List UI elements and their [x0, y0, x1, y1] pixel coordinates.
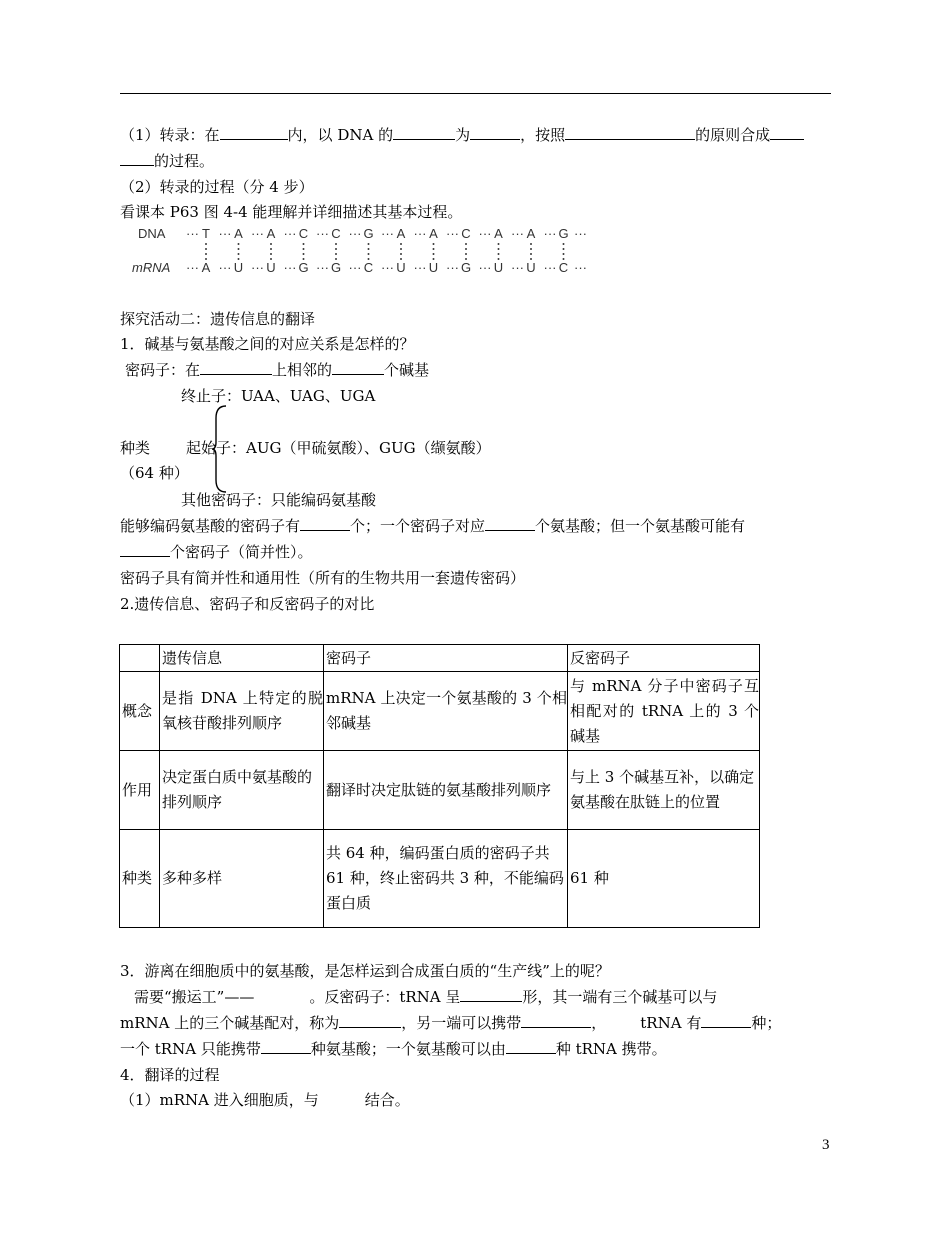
- dna-base: A: [526, 226, 536, 241]
- dna-base: C: [298, 226, 309, 241]
- dots: ···: [574, 226, 587, 241]
- dots: ···: [381, 260, 394, 275]
- text: 个密码子（简并性）。: [170, 543, 313, 561]
- q3-line-3: [120, 1039, 667, 1059]
- text: 形，其一端有三个碱基可以与: [522, 988, 718, 1006]
- dots: ···: [218, 226, 232, 241]
- text: 需要“搬运工”——: [134, 988, 255, 1006]
- table-cell: 与 mRNA 分子中密码子互相配对的 tRNA 上的 3 个 碱基: [568, 672, 760, 751]
- kind-label: 种类: [120, 439, 151, 457]
- dna-label: DNA: [138, 226, 166, 241]
- header-cell: [120, 645, 160, 672]
- page-number: 3: [822, 1137, 830, 1153]
- mrna-base: U: [396, 260, 406, 275]
- dots: ···: [348, 226, 362, 241]
- text: 上相邻的: [272, 361, 333, 379]
- question-1: 1．碱基与氨基酸之间的对应关系是怎样的？: [120, 335, 415, 353]
- text: 种；: [751, 1014, 782, 1032]
- table-cell: mRNA 上决定一个氨基酸的 3 个相邻碱基: [324, 672, 568, 751]
- mrna-base: G: [330, 260, 342, 275]
- fill-blank[interactable]: [120, 151, 154, 166]
- text: ，按照: [520, 126, 566, 144]
- text: 种氨基酸；一个氨基酸可以由: [310, 1040, 506, 1058]
- fill-blank[interactable]: [220, 125, 288, 140]
- table-cell: 是指 DNA 上特定的脱氧核苷酸排列顺序: [160, 672, 324, 751]
- other-codon-line: 其他密码子：只能编码氨基酸: [181, 491, 377, 509]
- transcription-line-2: [120, 151, 214, 171]
- mrna-base: C: [363, 260, 374, 275]
- table-row: [120, 751, 760, 830]
- dna-mrna-figure: [130, 222, 600, 278]
- textbook-note: 看课本 P63 图 4-4 能理解并详细描述其基本过程。: [120, 203, 463, 221]
- fill-blank[interactable]: [393, 125, 455, 140]
- mrna-base: U: [266, 260, 276, 275]
- header-cell: 遗传信息: [160, 645, 324, 672]
- text: tRNA 有: [640, 1014, 702, 1032]
- table-cell: 共 64 种，编码蛋白质的密码子共 61 种，终止密码共 3 种，不能编码蛋白质: [324, 830, 568, 928]
- text: 的过程。: [154, 152, 215, 170]
- dots: ···: [316, 226, 329, 241]
- dots: ···: [348, 260, 362, 275]
- header-rule: [120, 93, 831, 94]
- dots: ···: [413, 260, 427, 275]
- text: 的原则合成: [695, 126, 771, 144]
- fill-blank[interactable]: [339, 1013, 401, 1028]
- fill-blank[interactable]: [200, 360, 272, 375]
- text: 结合。: [364, 1091, 410, 1109]
- dots: ···: [283, 260, 297, 275]
- fill-blank[interactable]: [460, 987, 522, 1002]
- dots: ···: [478, 226, 492, 241]
- fill-blank[interactable]: [300, 516, 350, 531]
- universal-note: 密码子具有简并性和通用性（所有的生物共用一套遗传密码）: [120, 569, 526, 587]
- text: ，另一端可以携带: [401, 1014, 522, 1032]
- fill-blank[interactable]: [770, 125, 804, 140]
- mrna-base: C: [558, 260, 569, 275]
- dna-base: G: [558, 226, 569, 241]
- mrna-label: mRNA: [132, 260, 171, 275]
- header-cell: 反密码子: [568, 645, 760, 672]
- dots: ···: [251, 226, 264, 241]
- text: 个氨基酸；但一个氨基酸可能有: [535, 517, 746, 535]
- dots: ···: [381, 226, 394, 241]
- dots: ···: [511, 260, 524, 275]
- question-3: 3．游离在细胞质中的氨基酸，是怎样运到合成蛋白质的“生产线”上的呢？: [120, 962, 610, 980]
- transcription-line-1: [120, 125, 804, 145]
- dna-base: C: [331, 226, 341, 241]
- dna-base: C: [461, 226, 471, 241]
- text: 个；一个密码子对应: [350, 517, 486, 535]
- dots: ···: [446, 226, 459, 241]
- table-cell: 决定蛋白质中氨基酸的排列顺序: [160, 751, 324, 830]
- mrna-base: U: [428, 260, 439, 275]
- dots: ···: [543, 226, 557, 241]
- dna-base: A: [234, 226, 243, 241]
- codon-definition: [125, 360, 429, 380]
- text: 个碱基: [384, 361, 430, 379]
- start-codon-line: 起始子：AUG（甲硫氨酸）、GUG（缬氨酸）: [186, 439, 491, 457]
- fill-blank[interactable]: [485, 516, 535, 531]
- dna-base: T: [202, 226, 210, 241]
- q3-line-1: [134, 987, 717, 1007]
- question-4: 4．翻译的过程: [120, 1066, 220, 1084]
- table-row: [120, 830, 760, 928]
- dots: ···: [511, 226, 524, 241]
- table-header-row: [120, 645, 760, 672]
- fill-blank[interactable]: [521, 1013, 591, 1028]
- dots: ···: [446, 260, 459, 275]
- encode-line-1: [120, 516, 745, 536]
- row-label: 概念: [120, 672, 160, 751]
- mrna-base: U: [233, 260, 244, 275]
- table-cell: 61 种: [568, 830, 760, 928]
- text: 一个 tRNA 只能携带: [120, 1040, 261, 1058]
- text: mRNA 上的三个碱基配对，称为: [120, 1014, 340, 1032]
- dna-base: G: [363, 226, 374, 241]
- dna-base: A: [266, 226, 276, 241]
- count-label: （64 种）: [120, 464, 189, 482]
- dots: ···: [543, 260, 557, 275]
- comparison-table: [119, 644, 775, 928]
- dots: ···: [478, 260, 492, 275]
- encode-line-2: [120, 542, 313, 562]
- fill-blank[interactable]: [506, 1039, 556, 1054]
- fill-blank[interactable]: [332, 360, 384, 375]
- dots: ···: [283, 226, 297, 241]
- text: 内，以 DNA 的: [287, 126, 394, 144]
- row-label: 作用: [120, 751, 160, 830]
- q3-line-2: [120, 1013, 781, 1033]
- q4-step-1: [120, 1090, 410, 1110]
- dots: ···: [186, 260, 199, 275]
- dots: ···: [574, 260, 587, 275]
- dots: ···: [413, 226, 427, 241]
- dots: ···: [251, 260, 264, 275]
- text: （1）转录：在: [120, 126, 220, 144]
- dna-base: A: [396, 226, 406, 241]
- question-2: 2.遗传信息、密码子和反密码子的对比: [120, 595, 375, 613]
- activity2-title: 探究活动二：遗传信息的翻译: [120, 310, 316, 328]
- text: 能够编码氨基酸的密码子有: [120, 517, 301, 535]
- mrna-base: A: [201, 260, 211, 275]
- text: 。反密码子：tRNA 呈: [309, 988, 461, 1006]
- text: （1）mRNA 进入细胞质，与: [120, 1091, 319, 1109]
- header-cell: 密码子: [324, 645, 568, 672]
- transcription-step-title: （2）转录的过程（分 4 步）: [120, 178, 314, 196]
- mrna-base: G: [460, 260, 472, 275]
- stop-codon-line: 终止子：UAA、UAG、UGA: [181, 387, 376, 405]
- table-cell: 与上 3 个碱基互补，以确定氨基酸在肽链上的位置: [568, 751, 760, 830]
- dots: ···: [218, 260, 232, 275]
- fill-blank[interactable]: [261, 1039, 311, 1054]
- dna-base: A: [429, 226, 438, 241]
- text: ，: [591, 1014, 607, 1032]
- dna-base: A: [494, 226, 503, 241]
- fill-blank[interactable]: [565, 125, 695, 140]
- fill-blank[interactable]: [470, 125, 520, 140]
- text: 密码子：在: [125, 361, 201, 379]
- dots: ···: [186, 226, 199, 241]
- table-row: [120, 672, 760, 751]
- text: 种 tRNA 携带。: [555, 1040, 667, 1058]
- mrna-base: G: [298, 260, 309, 275]
- mrna-base: U: [526, 260, 536, 275]
- table-cell: 翻译时决定肽链的氨基酸排列顺序: [324, 751, 568, 830]
- text: 为: [455, 126, 471, 144]
- row-label: 种类: [120, 830, 160, 928]
- table-cell: 多种多样: [160, 830, 324, 928]
- dots: ···: [316, 260, 329, 275]
- fill-blank[interactable]: [701, 1013, 751, 1028]
- fill-blank[interactable]: [120, 542, 170, 557]
- mrna-base: U: [493, 260, 504, 275]
